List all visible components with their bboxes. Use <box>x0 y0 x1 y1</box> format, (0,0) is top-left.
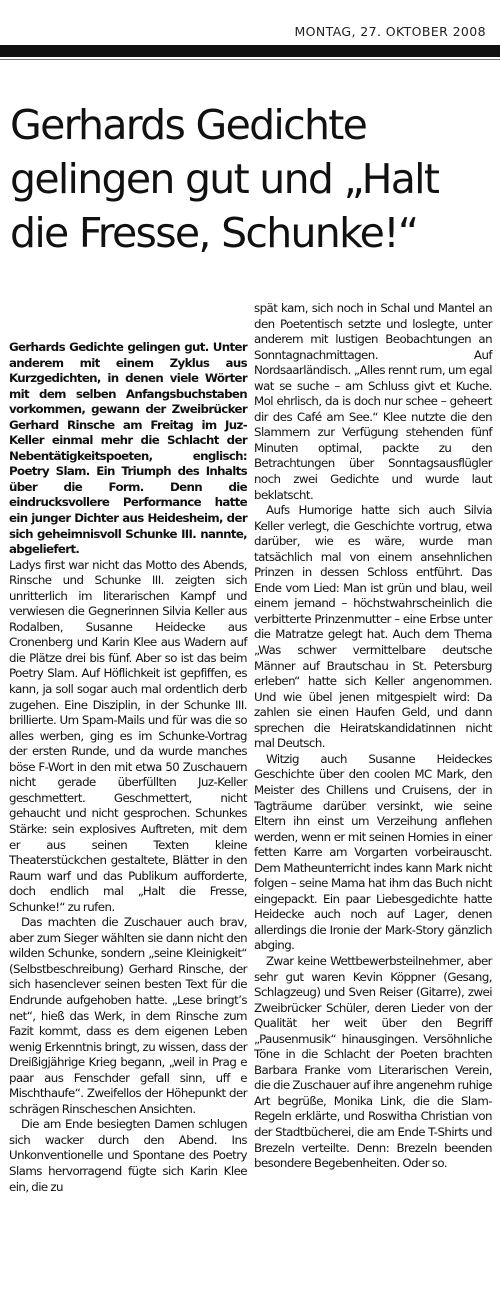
body-paragraph: Ladys first war nicht das Motto des Abends, Rinsche und Schunke III. zeigten sich unritterlich im literarischen Kampf und verwiesen die Gegnerinnen Silvia Keller aus Rodalben, Susanne Heidecke aus Cronenberg und Karin Klee aus Wadern auf die Plätze drei bis fünf. Aber so ist das beim Poetry Slam. Auf Höflichkeit ist gepfiffen, es kann, ja soll sogar auch mal ordentlich derb zugehen. Eine Disziplin, in der Schunke III. brillierte. Um Spam-Mails und für was die so alles werben, ging es im Schunke-Vortrag der ersten Runde, und da wurde manches böse F-Wort in den mit etwa 50 Zuschauern nicht gerade überfüllten Juz-Keller geschmettert. Geschmettert, nicht gehaucht und nicht gesprochen. Schunkes Stärke: sein explosives Auftreten, mit dem er aus seinen Texten kleine Theaterstückchen gestaltete, Blätter in den Raum warf und das Publikum aufforderte, doch endlich mal „Halt die Fresse, Schunke!“ zu rufen. <box>9 557 247 914</box>
byline-faded <box>9 310 247 340</box>
headline <box>10 98 492 260</box>
masthead-rule <box>0 45 500 57</box>
body-paragraph: Witzig auch Susanne Heideckes Geschichte über den coolen MC Mark, den Meister des Chillens und Cruisens, der in Tagträume darüber versinkt, wie seine Eltern ihn einst um Verzeihung anflehen werden, wenn er mit seinen Homies in einer fetten Karre am Vorgarten vorbeirauscht. Dem Matheunterricht indes kann Mark nicht folgen – seine Mama hat ihm das Buch nicht eingepackt. Ein paar Liebesgedichte hatte Heidecke auch noch auf Lager, denen allerdings die Ironie der Mark-Story gänzlich abging. <box>254 751 492 953</box>
masthead-thin-rule <box>0 59 500 60</box>
body-paragraph: spät kam, sich noch in Schal und Mantel an den Poetentisch setzte und loslegte, unter anderem mit lustigen Beobachtungen an Sonntagnachmittagen. Auf Nordsaarländisch. „Alles rennt rum, um egal wat se suche – am Schluss givt et Kuche. Mol ehrlisch, da is doch nur schee – geheert dir des Café am See.“ Klee nutzte die den Slammern zur Verfügung stehenden fünf Minuten optimal, packte zu den Betrachtungen über Sonntagsausflügler noch zwei Gedichte und wurde laut beklatscht. <box>254 301 492 502</box>
headline-line-2: gelingen gut und „Halt <box>10 155 439 203</box>
article-column-right <box>254 301 492 1172</box>
body-paragraph: Zwar keine Wettbewerbsteilnehmer, aber sehr gut waren Kevin Köppner (Gesang, Schlagzeug) und Sven Reiser (Gitarre), zwei Zweibrücker Schüler, deren Lieder von der Qualität her weit über den Begriff „Pausenmusik“ hinausgingen. Versöhnliche Töne in die Schlacht der Poeten brachten Barbara Franke vom Literarischen Verein, die die Zuschauer auf ihre angenehm ruhige Art begrüße, Monika Link, die die Slam-Regeln erklärte, und Roswitha Christian von der Stadtbücherei, die am Ende T-Shirts und Brezeln verteilte. Denn: Brezeln beenden besondere Begebenheiten. Oder so. <box>254 953 492 1171</box>
headline-line-1: Gerhards Gedichte <box>10 101 367 149</box>
article-column-left <box>9 310 247 1195</box>
dateline: MONTAG, 27. OKTOBER 2008 <box>294 24 486 39</box>
body-paragraph: Die am Ende besiegten Damen schlugen sich wacker durch den Abend. Ins Unkonventionelle und Spontane des Poetry Slams hervorragend fügte sich Karin Klee ein, die zu <box>9 1117 247 1194</box>
body-paragraph: Das machten die Zuschauer auch brav, aber zum Sieger wählten sie dann nicht den wilden Schunke, sondern „seine Kleinigkeit“ (Selbstbeschreibung) Gerhard Rinsche, der sich hasenclever seinen besten Text für die Endrunde aufgehoben hatte. „Lese bringt’s net“, hieß das Werk, in dem Rinsche zum Fazit kommt, dass es dem eigenen Leben wenig Erkenntnis bringt, zu wissen, dass der Dreißigjährige Krieg begann, „weil in Prag e paar aus Fenschder gefall sinn, uff e Mischthaufe“. Zweifellos der Höhepunkt der schrägen Rinscheschen Ansichten. <box>9 915 247 1116</box>
lead-paragraph: Gerhards Gedichte gelingen gut. Unter anderem mit einem Zyklus aus Kurzgedichten, in denen viele Wörter mit dem selben Anfangsbuchstaben vorkommen, gewann der Zweibrücker Gerhard Rinsche am Freitag im Juz-Keller einmal mehr die Schlacht der Nebentätigkeitspoeten, englisch: Poetry Slam. Ein Triumph des Inhalts über die Form. Denn die eindrucksvollere Performance hatte ein junger Dichter aus Heidesheim, der sich geheimnisvoll Schunke III. nannte, abgeliefert. <box>9 340 247 557</box>
body-paragraph: Aufs Humorige hatte sich auch Silvia Keller verlegt, die Geschichte vortrug, etwa darüber, wie es wäre, wurde man tatsächlich mal von einem ansehnlichen Prinzen in dessen Schloss entführt. Das Ende vom Lied: Man ist grün und blau, weil einem jemand – höchstwahrscheinlich die verbitterte Prinzenmutter – eine Erbse unter die Matratze gelegt hat. Auch dem Thema „Was schwer vermittelbare deutsche Männer auf Brautschau in St. Petersburg erleben“ hatte sich Keller angenommen. Und wie übel jenen mitgespielt wird: Da zahlen sie einen Haufen Geld, und dann sprechen die Heiratskandidatinnen nicht mal Deutsch. <box>254 503 492 751</box>
headline-line-3: die Fresse, Schunke!“ <box>10 209 418 257</box>
